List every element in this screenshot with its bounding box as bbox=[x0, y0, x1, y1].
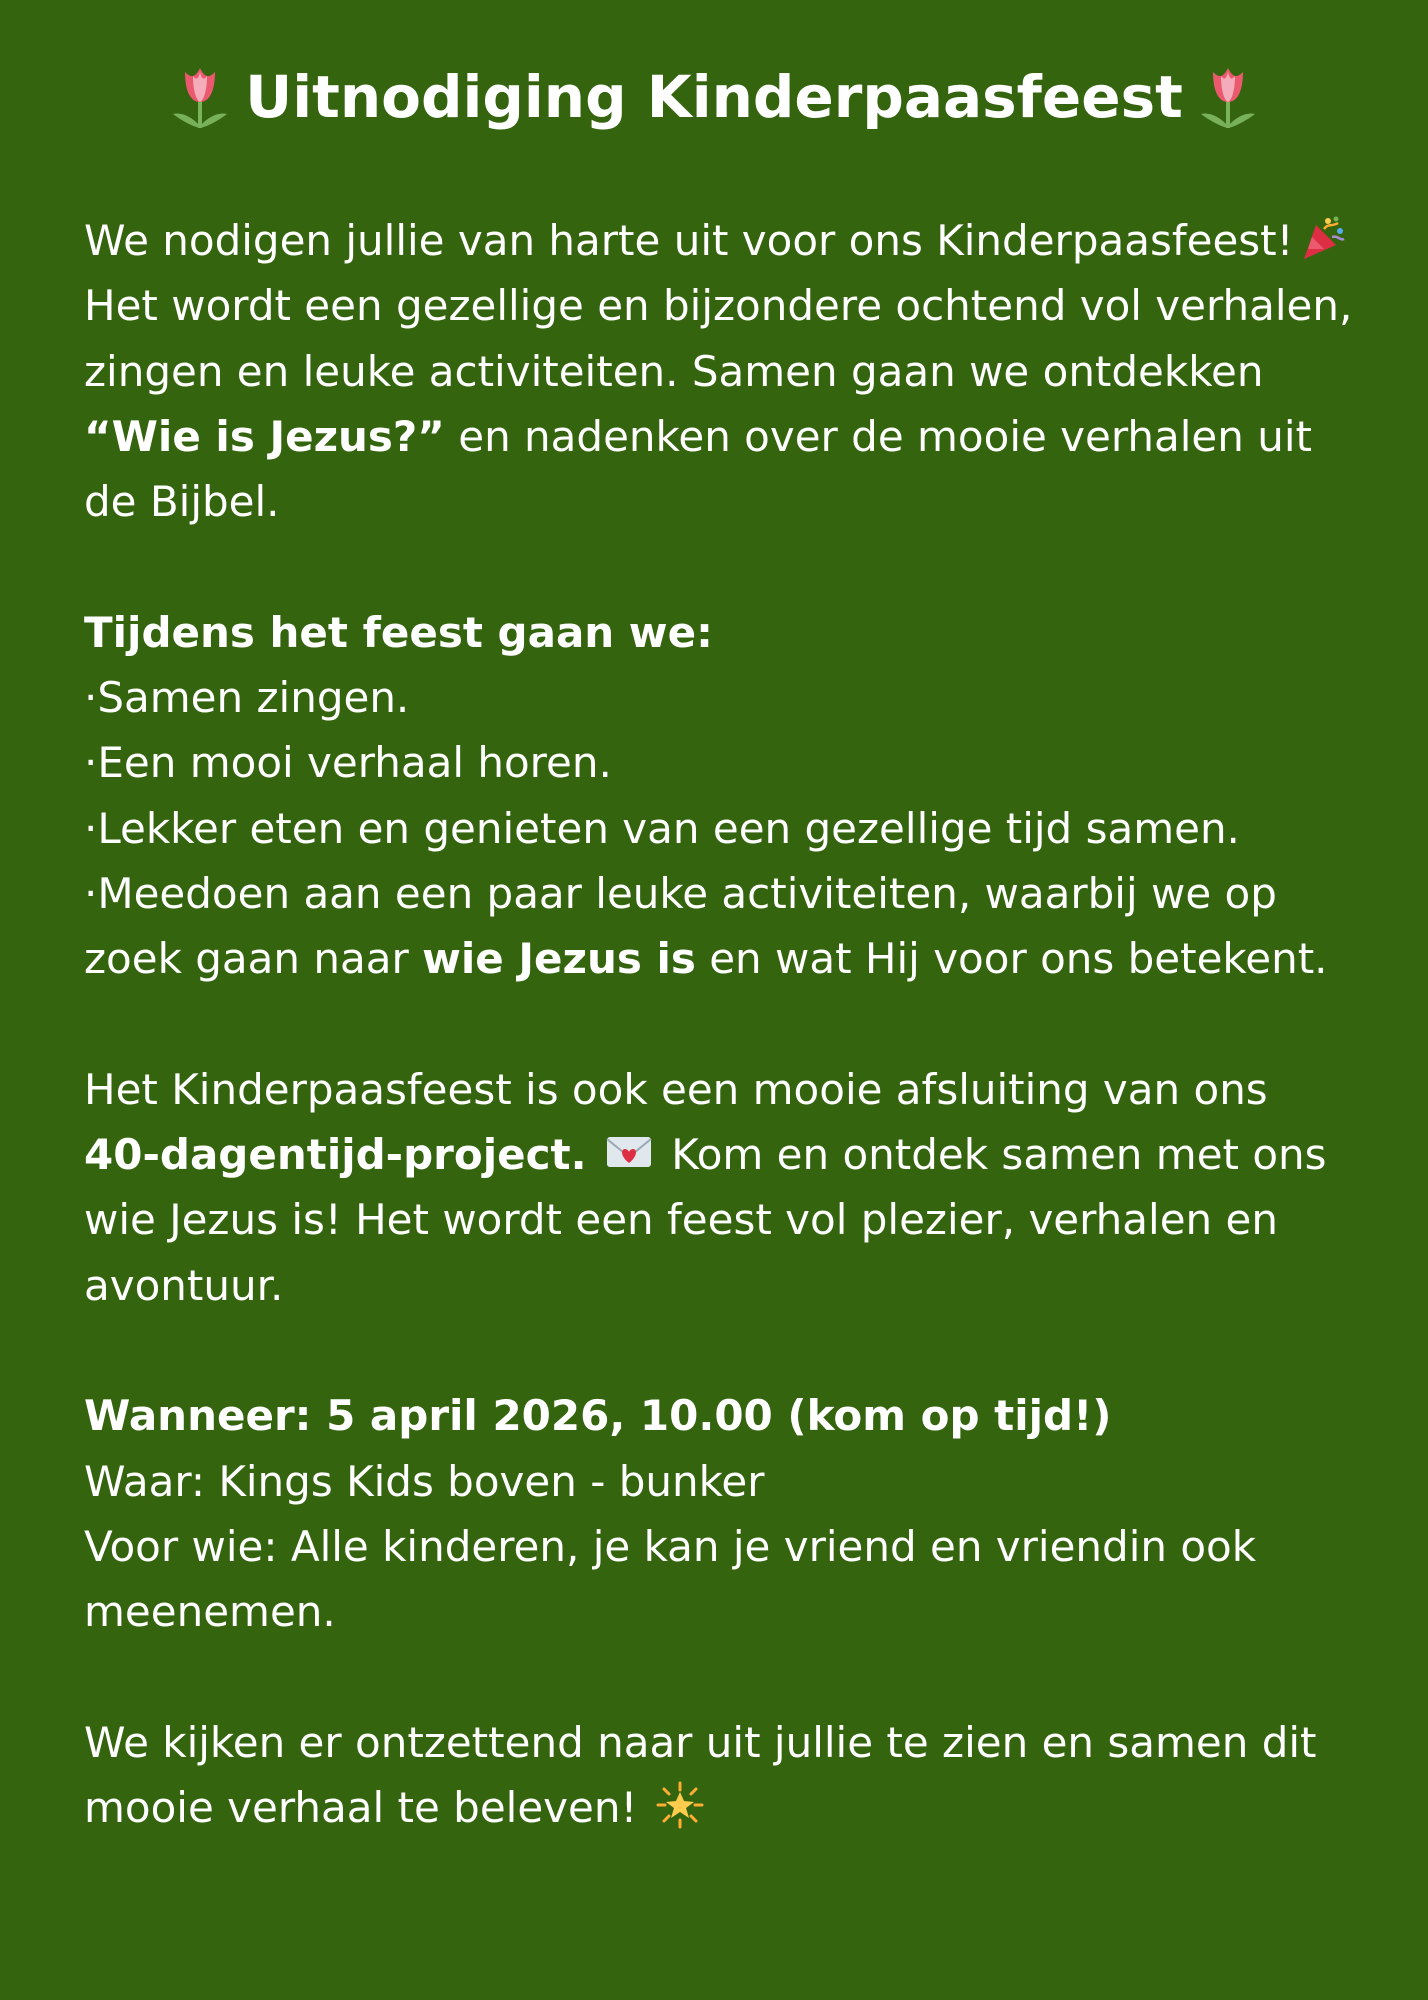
where-line: Waar: Kings Kids boven - bunker bbox=[84, 1456, 765, 1506]
project-name-bold: 40-dagentijd-project. bbox=[84, 1130, 587, 1180]
bullet: · bbox=[84, 803, 98, 853]
bullet: · bbox=[84, 673, 98, 723]
title-row bbox=[0, 52, 1428, 142]
love-letter-icon bbox=[604, 1127, 654, 1177]
list-item-text: Lekker eten en genieten van een gezellige tijd samen. bbox=[97, 803, 1240, 853]
bullet: · bbox=[84, 868, 98, 918]
intro-text-3: en nadenken over de mooie verhalen uit de Bijbel. bbox=[84, 411, 1313, 527]
spacer bbox=[84, 1645, 1354, 1710]
list-item bbox=[84, 861, 1354, 992]
bullet: · bbox=[84, 738, 98, 788]
list-item-text: en wat Hij voor ons betekent. bbox=[695, 934, 1328, 984]
spacer bbox=[84, 534, 1354, 599]
list-item-bold: wie Jezus is bbox=[422, 934, 696, 984]
spacer bbox=[84, 992, 1354, 1057]
intro-paragraph bbox=[84, 208, 1354, 534]
spacer bbox=[84, 1318, 1354, 1383]
intro-question-bold: “Wie is Jezus?” bbox=[84, 411, 445, 461]
project-paragraph bbox=[84, 1057, 1354, 1318]
list-item bbox=[84, 796, 1354, 861]
party-popper-icon bbox=[1298, 213, 1348, 263]
tulip-icon bbox=[169, 62, 231, 132]
list-item bbox=[84, 730, 1354, 795]
list-item-text: Meedoen aan een paar leuke activiteiten, waarbij we op zoek gaan naar bbox=[84, 868, 1277, 984]
when-line: Wanneer: 5 april 2026, 10.00 (kom op tijd!) bbox=[84, 1391, 1112, 1441]
intro-text-1: We nodigen jullie van harte uit voor ons Kinderpaasfeest! bbox=[84, 216, 1294, 265]
invitation-body bbox=[84, 208, 1354, 1840]
list-item-text: Samen zingen. bbox=[97, 673, 410, 723]
glowing-star-icon bbox=[655, 1780, 705, 1830]
closing-paragraph bbox=[84, 1710, 1354, 1841]
tulip-icon bbox=[1197, 62, 1259, 132]
project-text-1: Het Kinderpaasfeest is ook een mooie afsluiting van ons bbox=[84, 1064, 1268, 1114]
list-item bbox=[84, 665, 1354, 730]
who-line: Voor wie: Alle kinderen, je kan je vriend en vriendin ook meenemen. bbox=[84, 1521, 1257, 1637]
list-item-text: Een mooi verhaal horen. bbox=[97, 738, 612, 788]
closing-text: We kijken er ontzettend naar uit jullie te zien en samen dit mooie verhaal te beleven! bbox=[84, 1717, 1317, 1833]
activities-heading: Tijdens het feest gaan we: bbox=[84, 607, 713, 657]
project-text-2: Kom en ontdek samen met ons wie Jezus is! Het wordt een feest vol plezier, verhalen en avontuur. bbox=[84, 1130, 1327, 1310]
intro-text-2: Het wordt een gezellige en bijzondere ochtend vol verhalen, zingen en leuke activiteiten. Samen gaan we ontdekken bbox=[84, 281, 1353, 396]
page-title: Uitnodiging Kinderpaasfeest bbox=[245, 63, 1183, 131]
